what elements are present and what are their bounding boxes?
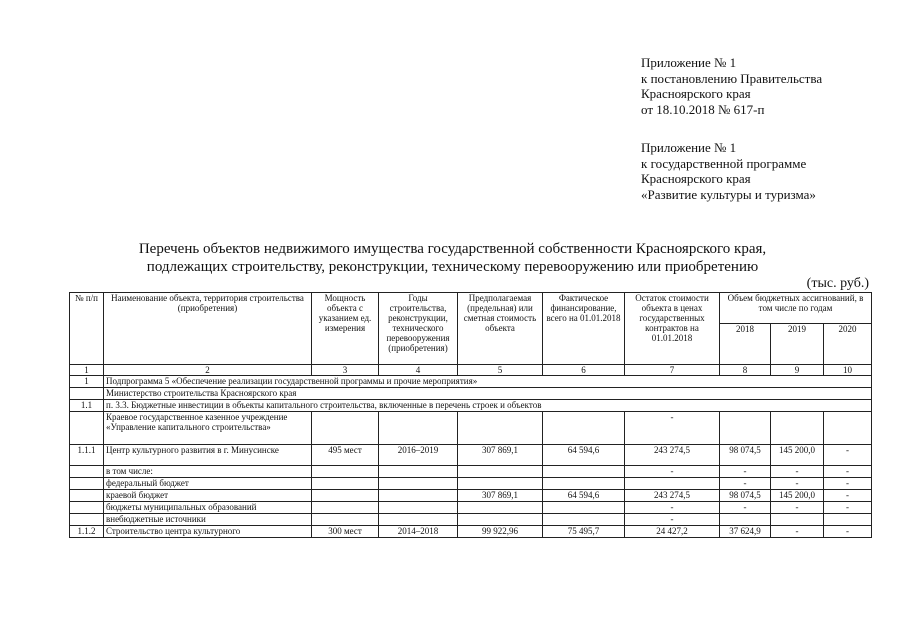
row-num-empty (70, 514, 104, 526)
cell-dash: - (720, 466, 771, 478)
object-capacity: 495 мест (312, 445, 379, 466)
row-num-empty (70, 412, 104, 445)
column-number: 9 (771, 365, 824, 376)
table-row-municipal (70, 502, 872, 514)
cell-empty (771, 412, 824, 445)
object-actual: 75 495,7 (543, 526, 625, 538)
table-header-row (70, 293, 872, 324)
cell-empty (458, 514, 543, 526)
cell-dash: - (625, 466, 720, 478)
table-row-subprogram (70, 376, 872, 388)
cell-dash: - (824, 502, 872, 514)
cell-empty (543, 478, 625, 490)
header-budget: Объем бюджетных ассигнований, в том числе по годам (720, 293, 872, 324)
cell-empty (824, 412, 872, 445)
regional-actual: 64 594,6 (543, 490, 625, 502)
document-title (0, 240, 905, 276)
row-num-empty (70, 388, 104, 400)
cell-empty (458, 478, 543, 490)
appendix-line: Красноярского края (641, 171, 751, 186)
table-row-item (70, 400, 872, 412)
row-num-empty (70, 490, 104, 502)
cell-empty (458, 466, 543, 478)
cell-dash: - (625, 502, 720, 514)
appendix-line: Приложение № 1 (641, 140, 737, 155)
including-label: в том числе: (104, 466, 312, 478)
object-2019: 145 200,0 (771, 445, 824, 466)
column-number: 6 (543, 365, 625, 376)
cell-dash: - (771, 466, 824, 478)
municipal-label: бюджеты муниципальных образований (104, 502, 312, 514)
regional-remaining: 243 274,5 (625, 490, 720, 502)
cell-dash: - (824, 466, 872, 478)
cell-empty (312, 466, 379, 478)
cell-empty (625, 478, 720, 490)
header-capacity: Мощность объекта с указанием ед. измерения (312, 293, 379, 365)
regional-2019: 145 200,0 (771, 490, 824, 502)
cell-dash: - (771, 502, 824, 514)
object-estimated: 99 922,96 (458, 526, 543, 538)
cell-empty (312, 490, 379, 502)
table-row-customer (70, 412, 872, 445)
column-number: 8 (720, 365, 771, 376)
cell-dash: - (720, 502, 771, 514)
object-years: 2014–2018 (379, 526, 458, 538)
cell-empty (312, 514, 379, 526)
regional-label: краевой бюджет (104, 490, 312, 502)
column-number: 7 (625, 365, 720, 376)
cell-empty (379, 490, 458, 502)
column-number: 2 (104, 365, 312, 376)
object-capacity: 300 мест (312, 526, 379, 538)
appendix-line: «Развитие культуры и туризма» (641, 186, 816, 202)
subprogram-name: Подпрограмма 5 «Обеспечение реализации государственной программы и прочие мероприятия» (104, 376, 872, 388)
extra-label: внебюджетные источники (104, 514, 312, 526)
object-2020: - (824, 445, 872, 466)
header-estimated: Предполагаемая (предельная) или сметная стоимость объекта (458, 293, 543, 365)
federal-label: федеральный бюджет (104, 478, 312, 490)
object-2018: 37 624,9 (720, 526, 771, 538)
objects-table (69, 292, 872, 538)
table-row-object-1 (70, 445, 872, 466)
appendix-block-resolution (641, 55, 822, 117)
appendix-line: к постановлению Правительства (641, 70, 823, 86)
cell-empty (543, 502, 625, 514)
header-year-2019: 2019 (771, 324, 824, 365)
cell-dash: - (720, 478, 771, 490)
header-year-2020: 2020 (824, 324, 872, 365)
object-actual: 64 594,6 (543, 445, 625, 466)
cell-empty (312, 412, 379, 445)
cell-empty (458, 502, 543, 514)
header-years: Годы строительства, реконструкции, технического перевооружения (приобретения) (379, 293, 458, 365)
object-estimated: 307 869,1 (458, 445, 543, 466)
row-num-empty (70, 502, 104, 514)
header-remaining: Остаток стоимости объекта в ценах государственных контрактов на 01.01.2018 (625, 293, 720, 365)
table-row-object-2 (70, 526, 872, 538)
units-label: (тыс. руб.) (806, 276, 869, 291)
cell-empty (543, 514, 625, 526)
appendix-line: от 18.10.2018 № 617-п (641, 101, 765, 117)
cell-empty (824, 514, 872, 526)
row-num: 1.1.1 (70, 445, 104, 466)
customer-name: Краевое государственное казенное учреждение «Управление капитального строительства» (104, 412, 312, 445)
header-year-2018: 2018 (720, 324, 771, 365)
cell-empty (379, 412, 458, 445)
table-row-ministry (70, 388, 872, 400)
row-num: 1.1 (70, 400, 104, 412)
row-num-empty (70, 478, 104, 490)
object-name: Строительство центра культурного (104, 526, 312, 538)
title-line-1: Перечень объектов недвижимого имущества государственной собственности Красноярского края, (138, 241, 767, 257)
title-line-2: подлежащих строительству, реконструкции, техническому перевооружению или приобретению (146, 259, 759, 275)
cell-empty (543, 412, 625, 445)
appendix-line: Приложение № 1 (641, 55, 737, 70)
cell-empty (379, 478, 458, 490)
cell-empty (379, 466, 458, 478)
cell-empty (720, 412, 771, 445)
item-name: п. 3.3. Бюджетные инвестиции в объекты капитального строительства, включенные в перечень строек и объектов (104, 400, 872, 412)
row-num: 1 (70, 376, 104, 388)
column-number: 5 (458, 365, 543, 376)
cell-empty (312, 478, 379, 490)
cell-empty (379, 514, 458, 526)
table-row-federal (70, 478, 872, 490)
cell-empty (543, 466, 625, 478)
row-num: 1.1.2 (70, 526, 104, 538)
column-number: 10 (824, 365, 872, 376)
column-number: 1 (70, 365, 104, 376)
object-2018: 98 074,5 (720, 445, 771, 466)
header-name: Наименование объекта, территория строительства (приобретения) (104, 293, 312, 365)
cell-dash: - (824, 478, 872, 490)
cell-empty (379, 502, 458, 514)
object-remaining: 243 274,5 (625, 445, 720, 466)
regional-estimated: 307 869,1 (458, 490, 543, 502)
appendix-block-program (641, 140, 816, 202)
header-num: № п/п (70, 293, 104, 365)
column-number: 4 (379, 365, 458, 376)
regional-2020: - (824, 490, 872, 502)
row-num-empty (70, 466, 104, 478)
ministry-name: Министерство строительства Красноярского края (104, 388, 872, 400)
header-actual: Фактическое финансирование, всего на 01.01.2018 (543, 293, 625, 365)
cell-empty (771, 514, 824, 526)
appendix-line: Красноярского края (641, 86, 751, 101)
table-row-including (70, 466, 872, 478)
table-row-extra (70, 514, 872, 526)
cell-empty (720, 514, 771, 526)
cell-dash: - (625, 514, 720, 526)
cell-dash: - (771, 478, 824, 490)
column-number: 3 (312, 365, 379, 376)
column-number-row (70, 365, 872, 376)
cell-empty (458, 412, 543, 445)
object-name: Центр культурного развития в г. Минусинске (104, 445, 312, 466)
regional-2018: 98 074,5 (720, 490, 771, 502)
customer-remaining: - (625, 412, 720, 445)
object-years: 2016–2019 (379, 445, 458, 466)
object-remaining: 24 427,2 (625, 526, 720, 538)
table-row-regional (70, 490, 872, 502)
appendix-line: к государственной программе (641, 155, 807, 171)
object-2020: - (824, 526, 872, 538)
object-2019: - (771, 526, 824, 538)
cell-empty (312, 502, 379, 514)
